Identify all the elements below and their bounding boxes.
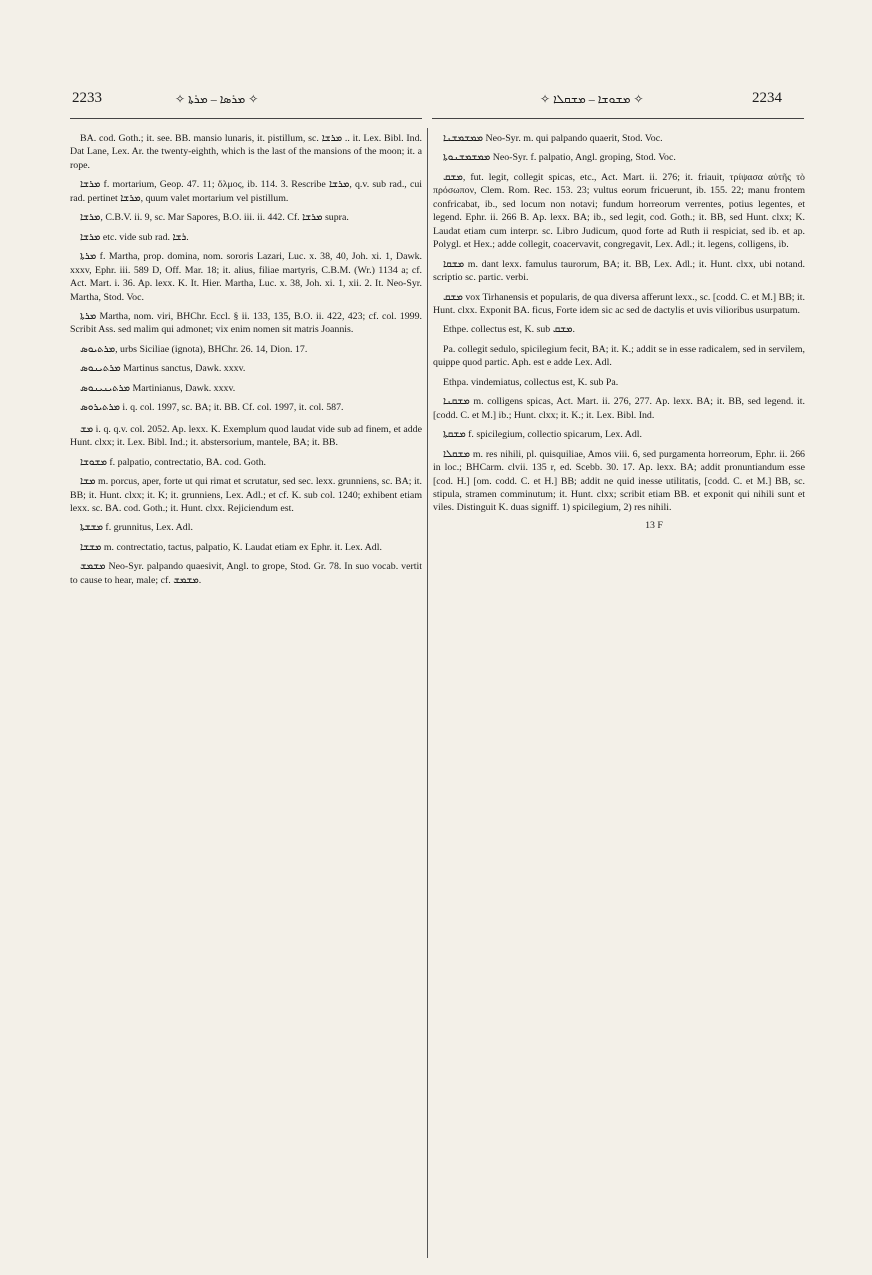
dictionary-entry: ܡܪܬܝܘܣ, urbs Siciliae (ignota), BHChr. 26. 14, Dion. 17. [80,343,308,355]
dictionary-entry: ܡܫܩܠܐ m. res nihili, pl. quisquiliae, Amos viii. 6, sed purgamenta horreorum, Ephr. ii. 266 in loc.; BHCarm. clvii. 135 r, ed. Scebb. 30. 17. Ap. lexx. BA; addit pronuntiandum esse [cod. H.] [om. codd. C. et H.] BB; addit ne quid inesse utilitatis, [codd. C. et M.] BB, sc. stipula, stramen comminutum; it. Hunt. clxx; scribit etiam BB. et exponit qui nihili sunt et viles. Distinguit K. duas signiff. 1) spicilegium, 2) res nihili. [433,448,805,514]
left-column [70,132,422,1252]
dictionary-entry: ܡܫܡܫ Neo-Syr. palpando quaesivit, Angl. to grope, Stod. Gr. 78. In suo vocab. vertit to cause to hear, male; cf. ܡܫܡܫ. [70,561,422,586]
signature-mark: 13 F [645,519,663,531]
dictionary-entry: ܡܫ i. q. q.v. col. 2052. Ap. lexx. K. Exemplum quod laudat vide sub ad finem, et adde Hunt. clxx; it. Lex. Bibl. Ind.; it. abstersorium, mantele, BA; it. BB. [70,423,422,449]
column-divider [427,128,428,1258]
dictionary-entry: ܡܪܬܝܢܘܣ Martinus sanctus, Dawk. xxxv. [80,363,246,375]
dictionary-entry: ܡܫܩ, fut. legit, collegit spicas, etc., Act. Mart. ii. 276; it. friauit, τρίψασα αὐτῆς τὸ πρόσωπον, Clem. Rom. Rec. 153. 23; vultus eorum fricuerunt, ib. 155. 22; manu frontem confricabat, ib., sed locum non notavi; fundum horreorum verrentes, potius legentes, et legend. Ephr. ii. 266 B. Ap. lexx. BA; ib., sed legit, cod. Goth.; it. BB, sed Hunt. clxx; K. Laudat etiam cum interpr. sc. Libro Judicum, quod forte ad Ruth ii respiciat, sed ib. et ap. Polygl. et Hex.; adde collegit, coacervavit, congregavit, Lex. Adl.; it. legens, colligens, ib. [433,171,805,251]
dictionary-entry: ܡܡܫܡܫܢܐ Neo-Syr. m. qui palpando quaerit, Stod. Voc. [443,133,663,144]
dictionary-entry: ܡܪܫܐ f. mortarium, Geop. 47. 11; ὅλμος, ib. 114. 3. Rescribe ܡܪܫܐ, q.v. sub rad., cui rad. pertinet ܡܪܫܐ, quum valet mortarium vel pistillum. [70,179,422,204]
dictionary-entry: ܡܫܩܢܐ m. colligens spicas, Act. Mart. ii. 276, 277. Ap. lexx. BA; it. BB, sed legend. it. [codd. C. et M.] ib.; Hunt. clxx; it. K.; it. Lex. Bibl. Ind. [433,396,805,421]
header-rule-left [70,118,422,119]
dictionary-entry: ܡܪܫܐ etc. vide sub rad. ܪܫܐ. [80,231,189,243]
dictionary-entry: ܡܪܬܐ Martha, nom. viri, BHChr. Eccl. § ii. 133, 135, B.O. ii. 422, 423; cf. col. 1999. Scribit Ass. sed malim qui admonet; vix enim nomen sit matris Joannis. [70,310,422,336]
dictionary-entry: Pa. collegit sedulo, spicilegium fecit, BA; it. K.; addit se in esse radicalem, sed in servilem, quippe quod partic. Aph. est e adde Lex. Adl. [433,343,805,369]
dictionary-entry: ܡܪܬܝܢܝܢܘܣ Martinianus, Dawk. xxxv. [80,382,236,394]
dictionary-entry: ܡܡܫܡܫܢܘܬܐ Neo-Syr. f. palpatio, Angl. groping, Stod. Voc. [443,152,676,164]
dictionary-entry: ܡܪܬܐ f. Martha, prop. domina, nom. sororis Lazari, Luc. x. 38, 40, Joh. xi. 1, Dawk. xxxv, Ephr. iii. 589 D, Off. Mar. 18; it. alius, filiae martyris, C.B.M. (Wr.) 1134 a; cf. Act. Mart. i. 36. Ap. lexx. K. It. Hier. Martha, Luc. x. 38, Joh. xi. 1, xii. 2. It. Neo-Syr. Martha, Stod. Voc. [70,251,422,303]
dictionary-entry: ܡܫܫܬܐ f. grunnitus, Lex. Adl. [80,522,193,534]
dictionary-entry: ܡܫܩܬܐ f. spicilegium, collectio spicarum, Lex. Adl. [443,429,643,441]
right-column [433,132,805,1252]
dictionary-entry: ܡܫܘܫܐ f. palpatio, contrectatio, BA. cod. Goth. [80,456,266,468]
dictionary-entry: ܡܪܬܝܪܘܣ i. q. col. 1997, sc. BA; it. BB. Cf. col. 1997, it. col. 587. [80,402,344,414]
header-rule-right [432,118,804,119]
dictionary-entry: ܡܪܫܐ, C.B.V. ii. 9, sc. Mar Sapores, B.O. iii. ii. 442. Cf. ܡܪܫܐ supra. [80,212,349,224]
right-page-number: 2234 [752,90,782,106]
left-page-number: 2233 [72,90,102,106]
dictionary-entry: BA. cod. Goth.; it. see. BB. mansio lunaris, it. pistillum, sc. ܡܪܫܐ .. it. Lex. Bibl. Ind. Dat Lane, Lex. Ar. the twenty-eighth, which is the last of the mansions of the moon; it. a rope. [70,133,422,171]
dictionary-entry: ܡܫܫܐ m. contrectatio, tactus, palpatio, K. Laudat etiam ex Ephr. it. Lex. Adl. [80,541,382,553]
left-running-head: ✧ ܡܪܣܐ – ܡܪܬܐ ✧ [175,92,259,106]
right-running-head: ✧ ܡܫܘܫܐ – ܡܫܩܠܐ ✧ [540,92,644,106]
dictionary-entry: ܡܫܩ vox Tirhanensis et popularis, de qua diversa afferunt lexx., sc. [codd. C. et M.] BB; it. Hunt. clxx. Exponit BA. ficus, Forte idem sic ac sed de dactylis et uvis vilioribus usurpatum. [433,291,805,316]
dictionary-entry: ܡܫܩܐ m. dant lexx. famulus taurorum, BA; it. BB, Lex. Adl.; it. Hunt. clxx, ubi notand. scriptio sc. partic. verbi. [433,258,805,284]
dictionary-entry: Ethpe. collectus est, K. sub ܡܫܩ. [443,324,575,336]
dictionary-entry: ܡܫܐ m. porcus, aper, forte ut qui rimat et scrutatur, sed sec. lexx. grunniens, sc. BA; it. BB; it. Hunt. clxx; it. K; it. grunniens, Lex. Adl.; et cf. K. sub col. 1240; exhibent etiam lexx. sc. BA. cod. Goth.; it. Hunt. clxx. Rejiciendum est. [70,476,422,514]
dictionary-entry: Ethpa. vindemiatus, collectus est, K. sub Pa. [443,376,619,388]
